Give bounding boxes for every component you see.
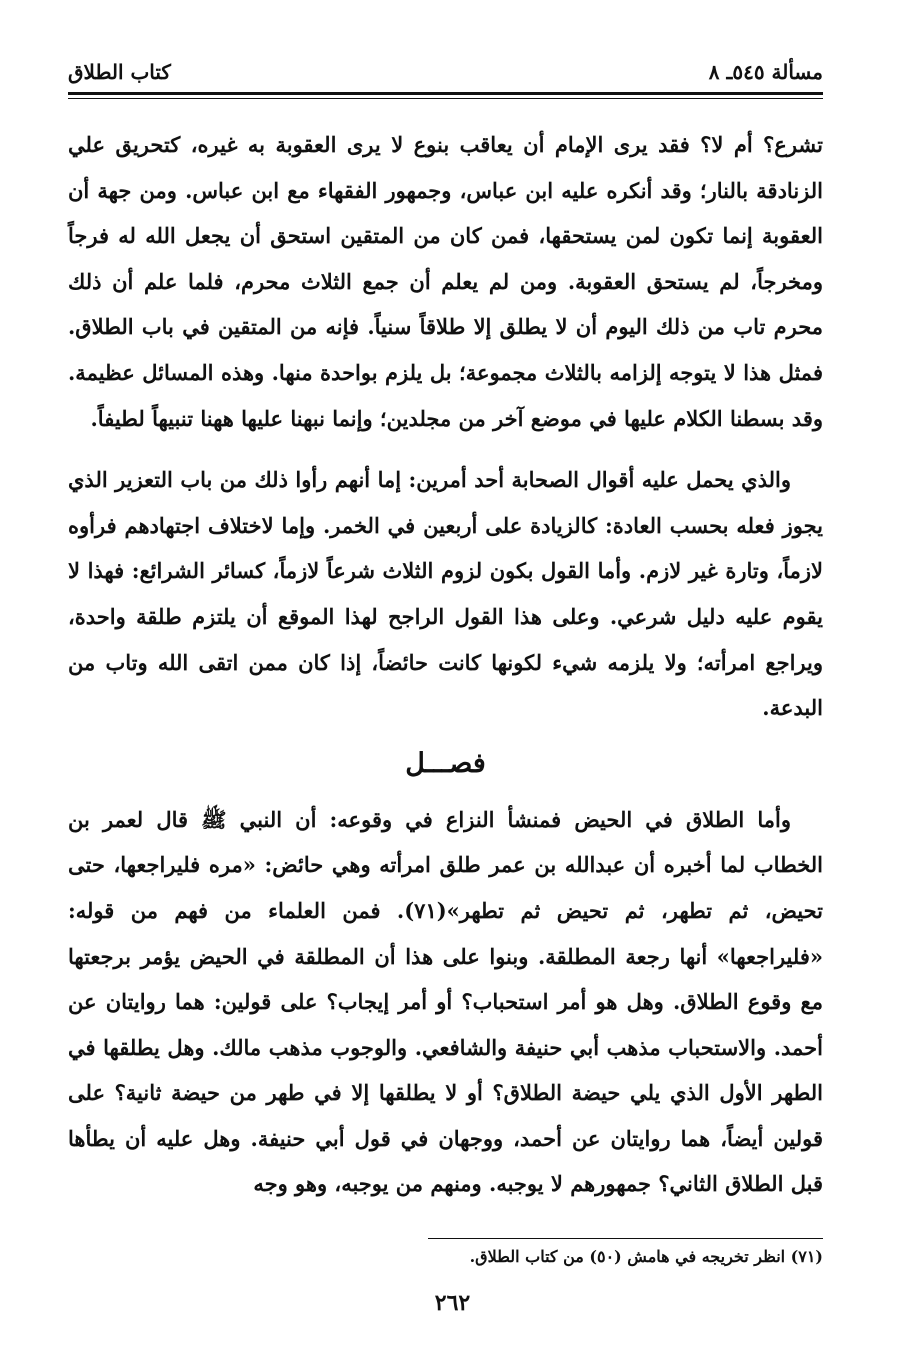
running-header xyxy=(68,52,823,92)
paragraph: وأما الطلاق في الحيض فمنشأ النزاع في وقوعه: أن النبي ﷺ قال لعمر بن الخطاب لما أخبره أن عبدالله بن عمر طلق امرأته وهي حائض: «مره فليراجعها، حتى تحيض، ثم تطهر، ثم تحيض ثم تطهر»(٧١). فمن العلماء من فهم من قوله: «فليراجعها» أنها رجعة المطلقة. وبنوا على هذا أن المطلقة في الحيض يؤمر برجعتها مع وقوع الطلاق. وهل هو أمر استحباب؟ أو أمر إيجاب؟ على قولين: هما روايتان عن أحمد. والاستحباب مذهب أبي حنيفة والشافعي. والوجوب مذهب مالك. وهل يطلقها في الطهر الأول الذي يلي حيضة الطلاق؟ أو لا يطلقها إلا في طهر من حيضة ثانية؟ على قولين أيضاً، هما روايتان عن أحمد، ووجهان في قول أبي حنيفة. وهل عليه أن يطأها قبل الطلاق الثاني؟ جمهورهم لا يوجبه. ومنهم من يوجبه، وهو وجه xyxy=(68,806,823,1197)
header-book-title: كتاب الطلاق xyxy=(68,60,171,84)
footnote-separator xyxy=(428,1238,823,1239)
header-issue-number: مسألة ٥٤٥ـ ٨ xyxy=(708,60,823,84)
footnote: (٧١) انظر تخريجه في هامش (٥٠) من كتاب الطلاق. xyxy=(469,1247,823,1266)
paragraph: تشرع؟ أم لا؟ فقد يرى الإمام أن يعاقب بنوع لا يرى العقوبة به غيره، كتحريق علي الزنادقة بالنار؛ وقد أنكره عليه ابن عباس، وجمهور الفقهاء مع ابن عباس. ومن جهة أن العقوبة إنما تكون لمن يستحقها، فمن كان من المتقين استحق أن يجعل الله له فرجاً ومخرجاً، لم يستحق العقوبة. ومن لم يعلم أن جمع الثلاث محرم، فلما علم أن ذلك محرم تاب من ذلك اليوم أن لا يطلق إلا طلاقاً سنياً. فإنه من المتقين في باب الطلاق. فمثل هذا لا يتوجه إلزامه بالثلاث مجموعة؛ بل يلزم بواحدة منها. وهذه المسائل عظيمة. وقد بسطنا الكلام عليها في موضع آخر من مجلدين؛ وإنما نبهنا عليها ههنا تنبيهاً لطيفاً. xyxy=(68,132,823,431)
paragraph: والذي يحمل عليه أقوال الصحابة أحد أمرين: إما أنهم رأوا ذلك من باب التعزير الذي يجوز فعله بحسب العادة: كالزيادة على أربعين في الخمر. وإما لاختلاف اجتهادهم فرأوه لازماً، وتارة غير لازم. وأما القول بكون لزوم الثلاث شرعاً لازماً، كسائر الشرائع: فهذا لا يقوم عليه دليل شرعي. وعلى هذا القول الراجح لهذا الموقع أن يلتزم طلقة واحدة، ويراجع امرأته؛ ولا يلزمه شيء لكونها كانت حائضاً، إذا كان ممن اتقى الله وتاب من البدعة. xyxy=(68,467,823,721)
section-heading: فصـــل xyxy=(405,747,486,779)
main-text xyxy=(68,122,823,1207)
header-rule-thick xyxy=(68,92,823,95)
page-number: ٢٦٢ xyxy=(434,1290,471,1316)
header-rule-thin xyxy=(68,98,823,99)
